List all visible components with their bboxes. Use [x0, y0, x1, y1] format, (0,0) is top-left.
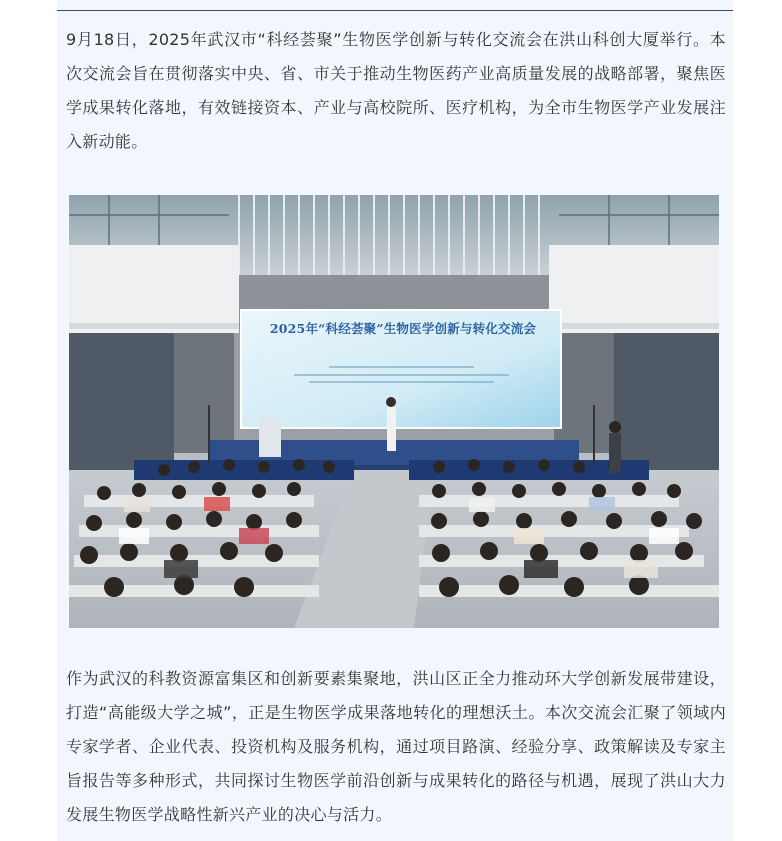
article-paragraph-intro: 9月18日，2025年武汉市“科经荟聚”生物医学创新与转化交流会在洪山科创大厦举行。本次交流会旨在贯彻落实中央、省、市关于推动生物医药产业高质量发展的战略部署，聚焦医学成果转化落地，有效链接资本、产业与高校院所、医疗机构，为全市生物医学产业发展注入新动能。	[66, 30, 726, 151]
article-paragraph-body: 作为武汉的科教资源富集区和创新要素集聚地，洪山区正全力推动环大学创新发展带建设，打造“高能级大学之城”，正是生物医学成果落地转化的理想沃土。本次交流会汇聚了领域内专家学者、企业代表、投资机构及服务机构，通过项目路演、经验分享、政策解读及专家主旨报告等多种形式，共同探讨生物医学前沿创新与成果转化的路径与机遇，展现了洪山大力发展生物医学战略性新兴产业的决心与活力。	[66, 669, 726, 824]
event-photo	[69, 195, 719, 628]
screen-title: 2025年“科经荟聚”生物医学创新与转化交流会	[269, 321, 537, 336]
top-divider	[57, 10, 733, 11]
